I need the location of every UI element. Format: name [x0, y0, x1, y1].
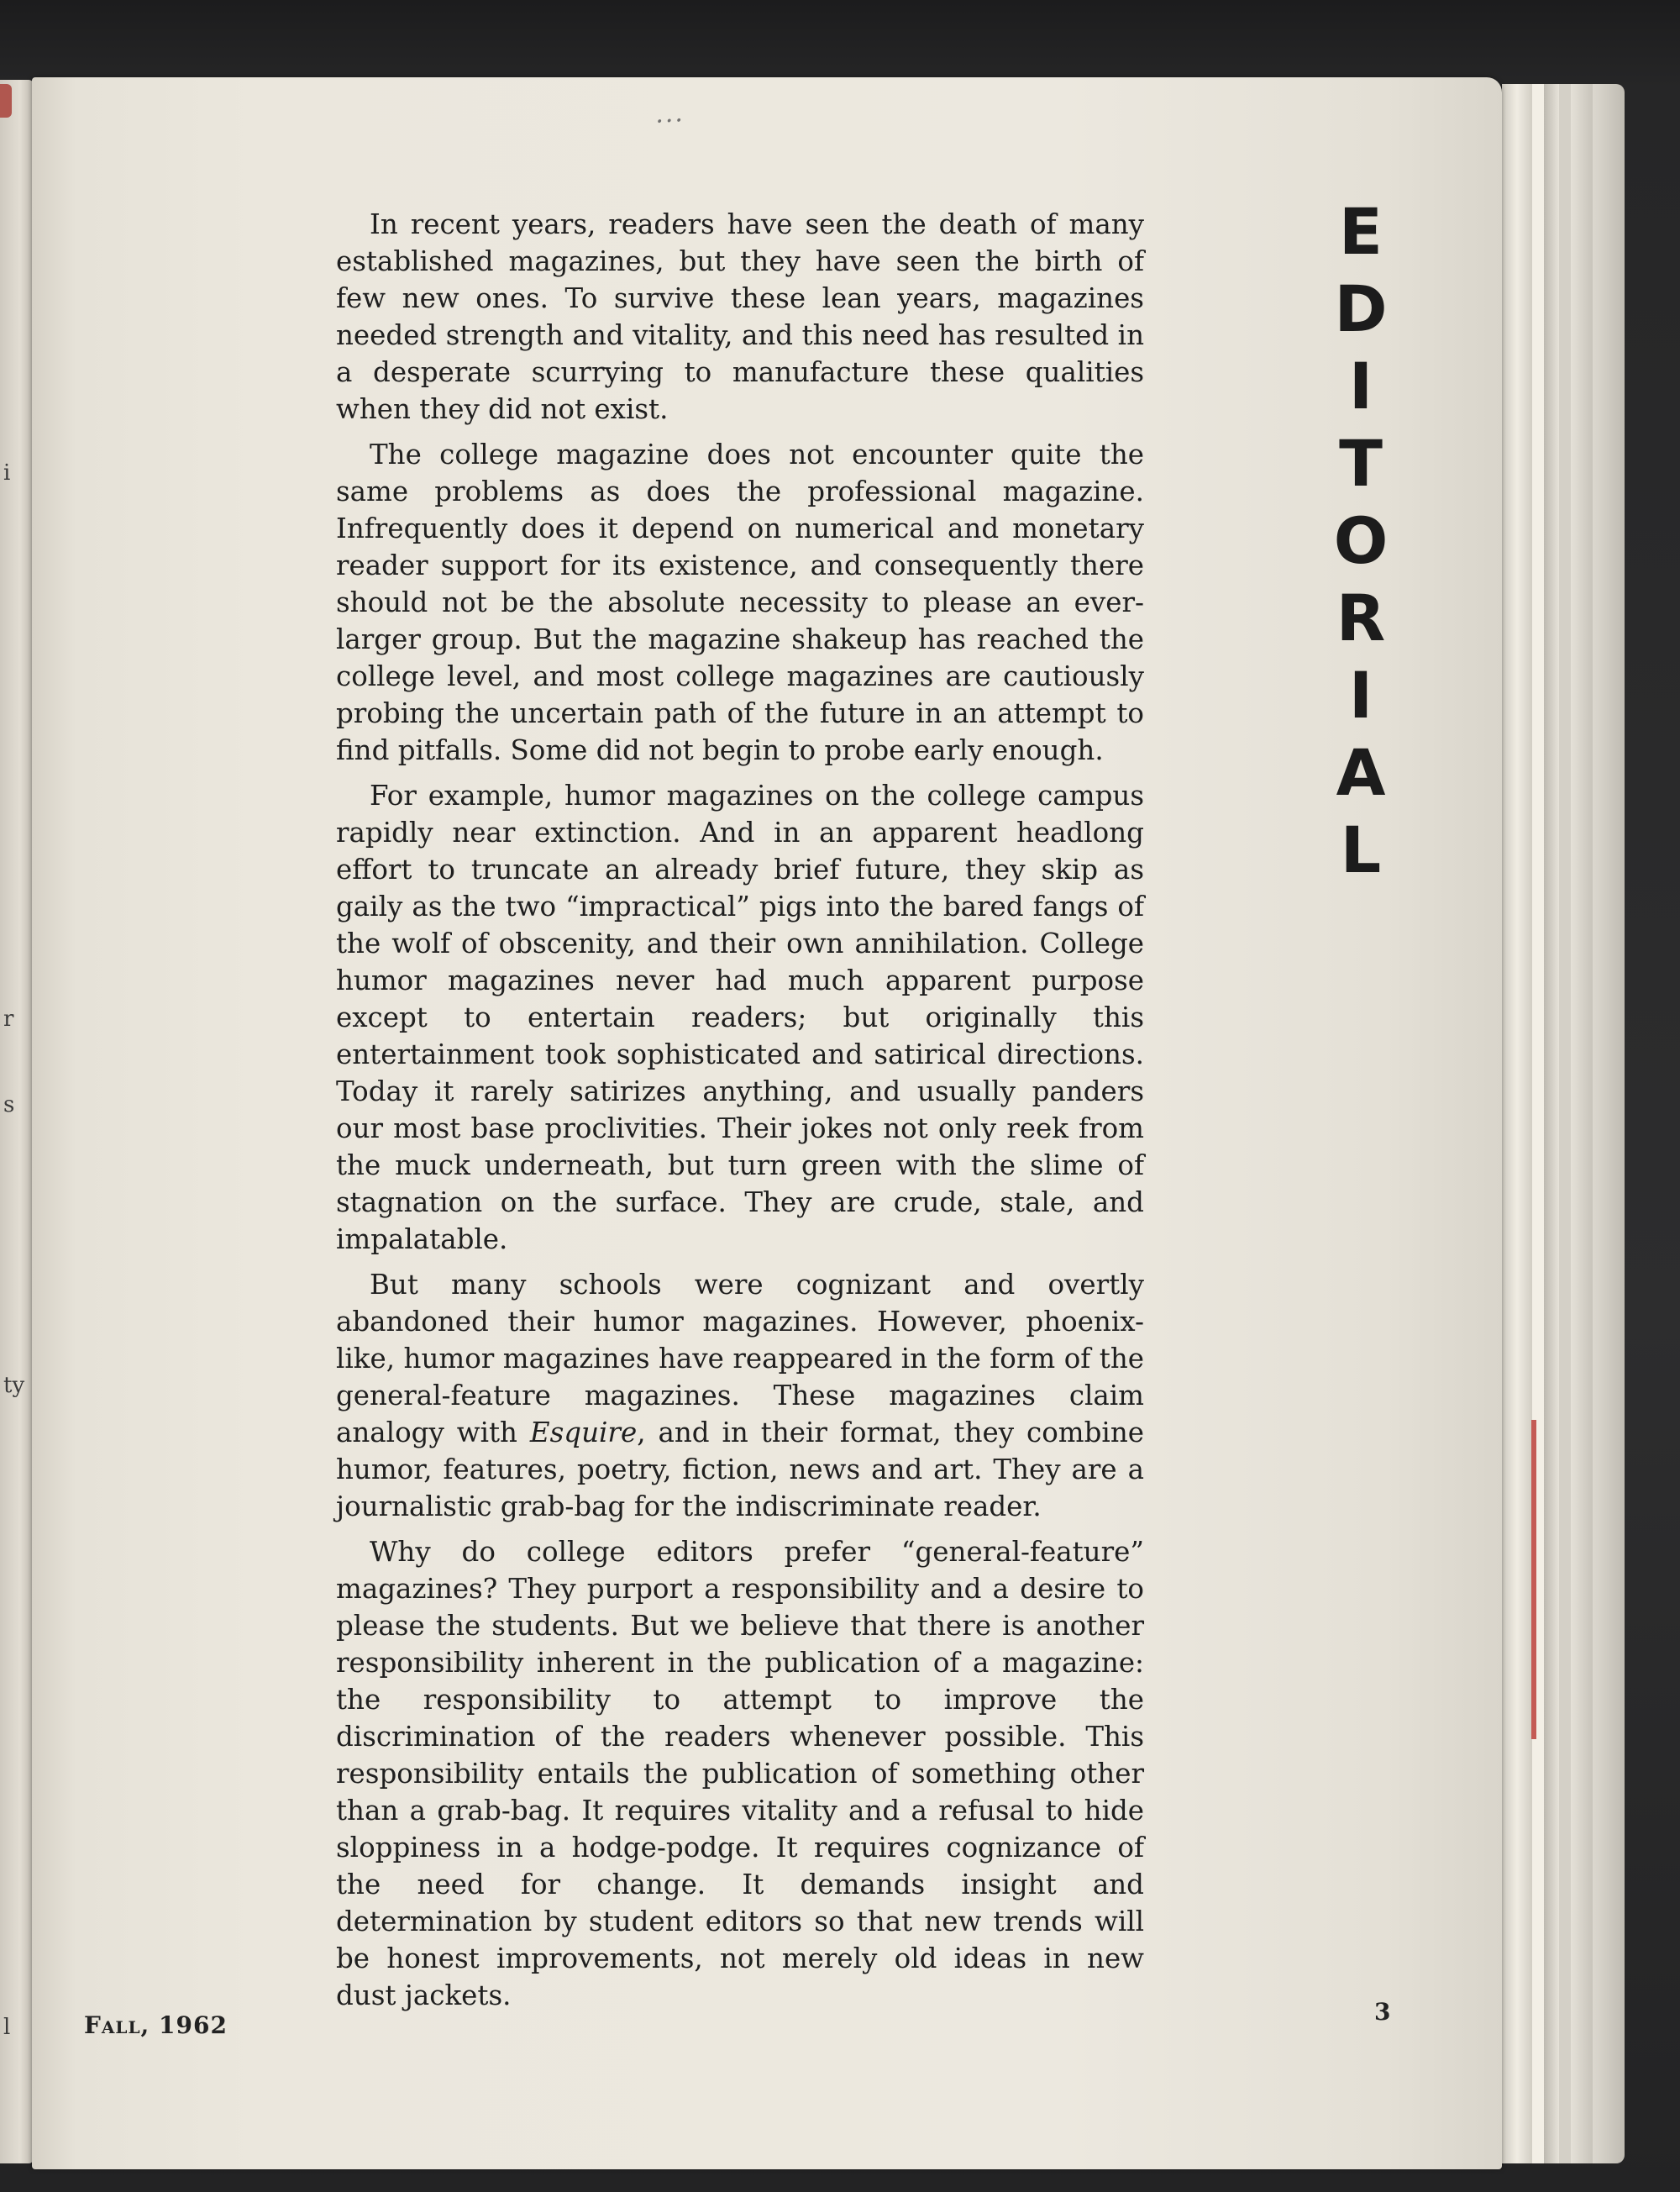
editorial-body — [336, 206, 1144, 2022]
heading-letter: O — [1333, 503, 1389, 578]
page-stack-edge — [1502, 84, 1532, 2163]
heading-letter: R — [1336, 581, 1386, 655]
editorial-paragraph-5: Why do college editors prefer “general-feature” magazines? They purport a responsibility and a desire to please the students. But we believe that there is another responsibility inherent in the publication of a magazine: the responsibility to attempt to improve the discrimination of the readers whenever possible. This responsibility entails the publication of something other than a grab-bag. It requires vitality and a refusal to hide sloppiness in a hodge-podge. It requires cognizance of the need for change. It demands insight and determination by student editors so that new trends will be honest improvements, not merely old ideas in new dust jackets. — [336, 1536, 1144, 2011]
heading-letter: A — [1336, 735, 1386, 810]
page-stack-edge — [1571, 84, 1593, 2163]
heading-letter: E — [1339, 194, 1383, 269]
issue-date-footer: Fall, 1962 — [84, 2011, 228, 2039]
red-page-tab — [1531, 1420, 1536, 1739]
top-handwritten-scribble: ... — [654, 98, 685, 129]
page-stack-edge — [1532, 84, 1544, 2163]
facing-page-margin-char: s — [3, 1092, 15, 1117]
facing-page-margin-char: i — [3, 460, 11, 486]
editorial-paragraph-4 — [336, 1266, 1144, 1525]
page-number: 3 — [1374, 1998, 1391, 2026]
paragraph-4-text-before: But many schools were cognizant and overtly abandoned their humor magazines. However, phoenix-like, humor magazines have reappeared in the form of the general-feature magazines. These magazines claim analogy with — [336, 1269, 1144, 1448]
editorial-paragraph-2: The college magazine does not encounter quite the same problems as does the professional magazine. Infrequently does it depend on numerical and monetary reader support for its existence, and consequently there should not be the absolute necessity to please an ever-larger group. But the magazine shakeup has reached the college level, and most college magazines are cautiously probing the uncertain path of the future in an attempt to find pitfalls. Some did not begin to probe early enough. — [336, 439, 1144, 766]
page-stack-edge — [1559, 84, 1571, 2163]
facing-page-margin-char: ty — [3, 1373, 25, 1398]
esquire-title: Esquire — [529, 1417, 638, 1448]
heading-letter: D — [1334, 271, 1388, 346]
page-stack-edge — [1544, 84, 1559, 2163]
page-stack-edge — [1593, 84, 1625, 2163]
paragraph-4-text-after: , and in their format, they combine humor, features, poetry, fiction, news and art. They are a journalistic grab-bag for the indiscriminate reader. — [336, 1417, 1144, 1522]
facing-page-red-edge — [0, 84, 12, 118]
heading-letter: T — [1339, 426, 1383, 501]
heading-letter: L — [1340, 812, 1382, 887]
editorial-paragraph-1: In recent years, readers have seen the death of many established magazines, but they have seen the birth of few new ones. To survive these lean years, magazines needed strength and vitality, and this need has resulted in a desperate scurrying to manufacture these qualities when they did not exist. — [336, 208, 1144, 425]
heading-letter: I — [1348, 658, 1373, 733]
heading-letter: I — [1348, 349, 1373, 423]
facing-page-margin-char: l — [3, 2015, 11, 2040]
editorial-vertical-heading — [1331, 193, 1390, 889]
facing-page-margin-char: r — [3, 1007, 14, 1032]
editorial-paragraph-3: For example, humor magazines on the college campus rapidly near extinction. And in an apparent headlong effort to truncate an already brief future, they skip as gaily as the two “impractical” pigs into the bared fangs of the wolf of obscenity, and their own annihilation. College humor magazines never had much apparent purpose except to entertain readers; but originally this entertainment took sophisticated and satirical directions. Today it rarely satirizes anything, and usually panders our most base proclivities. Their jokes not only reek from the muck underneath, but turn green with the slime of stagnation on the surface. They are crude, stale, and impalatable. — [336, 780, 1144, 1255]
facing-page-edge — [0, 80, 34, 2163]
